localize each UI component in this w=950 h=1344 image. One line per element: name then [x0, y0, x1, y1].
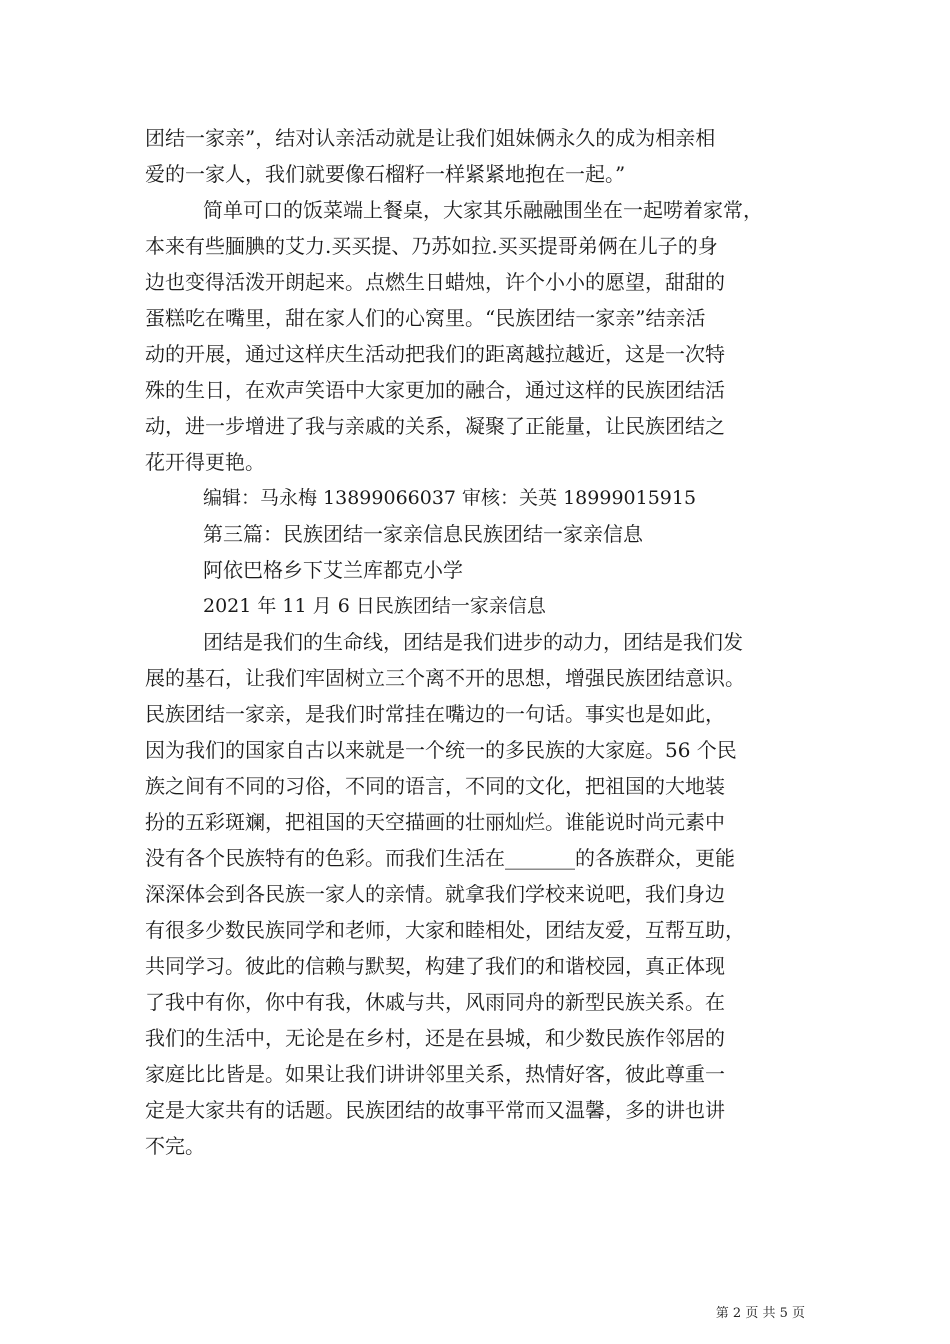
date-line: 2021 年 11 月 6 日民族团结一家亲信息 — [203, 595, 546, 617]
text-line: 边也变得活泼开朗起来。点燃生日蜡烛，许个小小的愿望，甜甜的 — [145, 270, 725, 294]
page-number: 第 2 页 共 5 页 — [715, 1306, 805, 1321]
text-line: 我们的生活中，无论是在乡村，还是在县城，和少数民族作邻居的 — [145, 1026, 725, 1050]
text-line: 动的开展，通过这样庆生活动把我们的距离越拉越近，这是一次特 — [145, 342, 725, 366]
text-line: 殊的生日，在欢声笑语中大家更加的融合，通过这样的民族团结活 — [145, 378, 725, 402]
school-name: 阿依巴格乡下艾兰库都克小学 — [203, 558, 463, 582]
text-line: 动，进一步增进了我与亲戚的关系，凝聚了正能量，让民族团结之 — [145, 414, 725, 438]
document-body — [145, 120, 815, 1164]
text-line: 本来有些腼腆的艾力.买买提、乃苏如拉.买买提哥弟俩在儿子的身 — [145, 234, 718, 258]
text-line: 没有各个民族特有的色彩。而我们生活在_______的各族群众，更能 — [145, 846, 735, 870]
text-line: 蛋糕吃在嘴里，甜在家人们的心窝里。“民族团结一家亲”结亲活 — [145, 306, 706, 330]
text-line: 共同学习。彼此的信赖与默契，构建了我们的和谐校园，真正体现 — [145, 954, 725, 978]
text-line: 家庭比比皆是。如果让我们讲讲邻里关系，热情好客，彼此尊重一 — [145, 1062, 725, 1086]
text-line: 有很多少数民族同学和老师，大家和睦相处，团结友爱，互帮互助， — [145, 918, 745, 942]
paragraph-start: 简单可口的饭菜端上餐桌，大家其乐融融围坐在一起唠着家常， — [203, 198, 763, 222]
text-line: 扮的五彩斑斓，把祖国的天空描画的壮丽灿烂。谁能说时尚元素中 — [145, 810, 725, 834]
paragraph-start: 团结是我们的生命线，团结是我们进步的动力，团结是我们发 — [203, 630, 743, 654]
text-line: 定是大家共有的话题。民族团结的故事平常而又温馨，多的讲也讲 — [145, 1098, 725, 1122]
text-line: 深深体会到各民族一家人的亲情。就拿我们学校来说吧，我们身边 — [145, 882, 725, 906]
editor-info: 编辑：马永梅 13899066037 审核：关英 18999015915 — [203, 487, 697, 509]
text-line: 不完。 — [145, 1134, 205, 1158]
text-line: 了我中有你，你中有我，休戚与共，风雨同舟的新型民族关系。在 — [145, 990, 725, 1014]
text-line: 展的基石，让我们牢固树立三个离不开的思想，增强民族团结意识。 — [145, 666, 745, 690]
text-line: 爱的一家人，我们就要像石榴籽一样紧紧地抱在一起。” — [145, 162, 626, 186]
section-title: 第三篇：民族团结一家亲信息民族团结一家亲信息 — [203, 522, 643, 546]
text-line: 族之间有不同的习俗，不同的语言，不同的文化，把祖国的大地装 — [145, 774, 725, 798]
text-line: 花开得更艳。 — [145, 450, 265, 474]
text-line: 因为我们的国家自古以来就是一个统一的多民族的大家庭。56 个民 — [145, 738, 737, 762]
text-line: 团结一家亲”，结对认亲活动就是让我们姐妹俩永久的成为相亲相 — [145, 126, 716, 150]
text-line: 民族团结一家亲，是我们时常挂在嘴边的一句话。事实也是如此， — [145, 702, 725, 726]
